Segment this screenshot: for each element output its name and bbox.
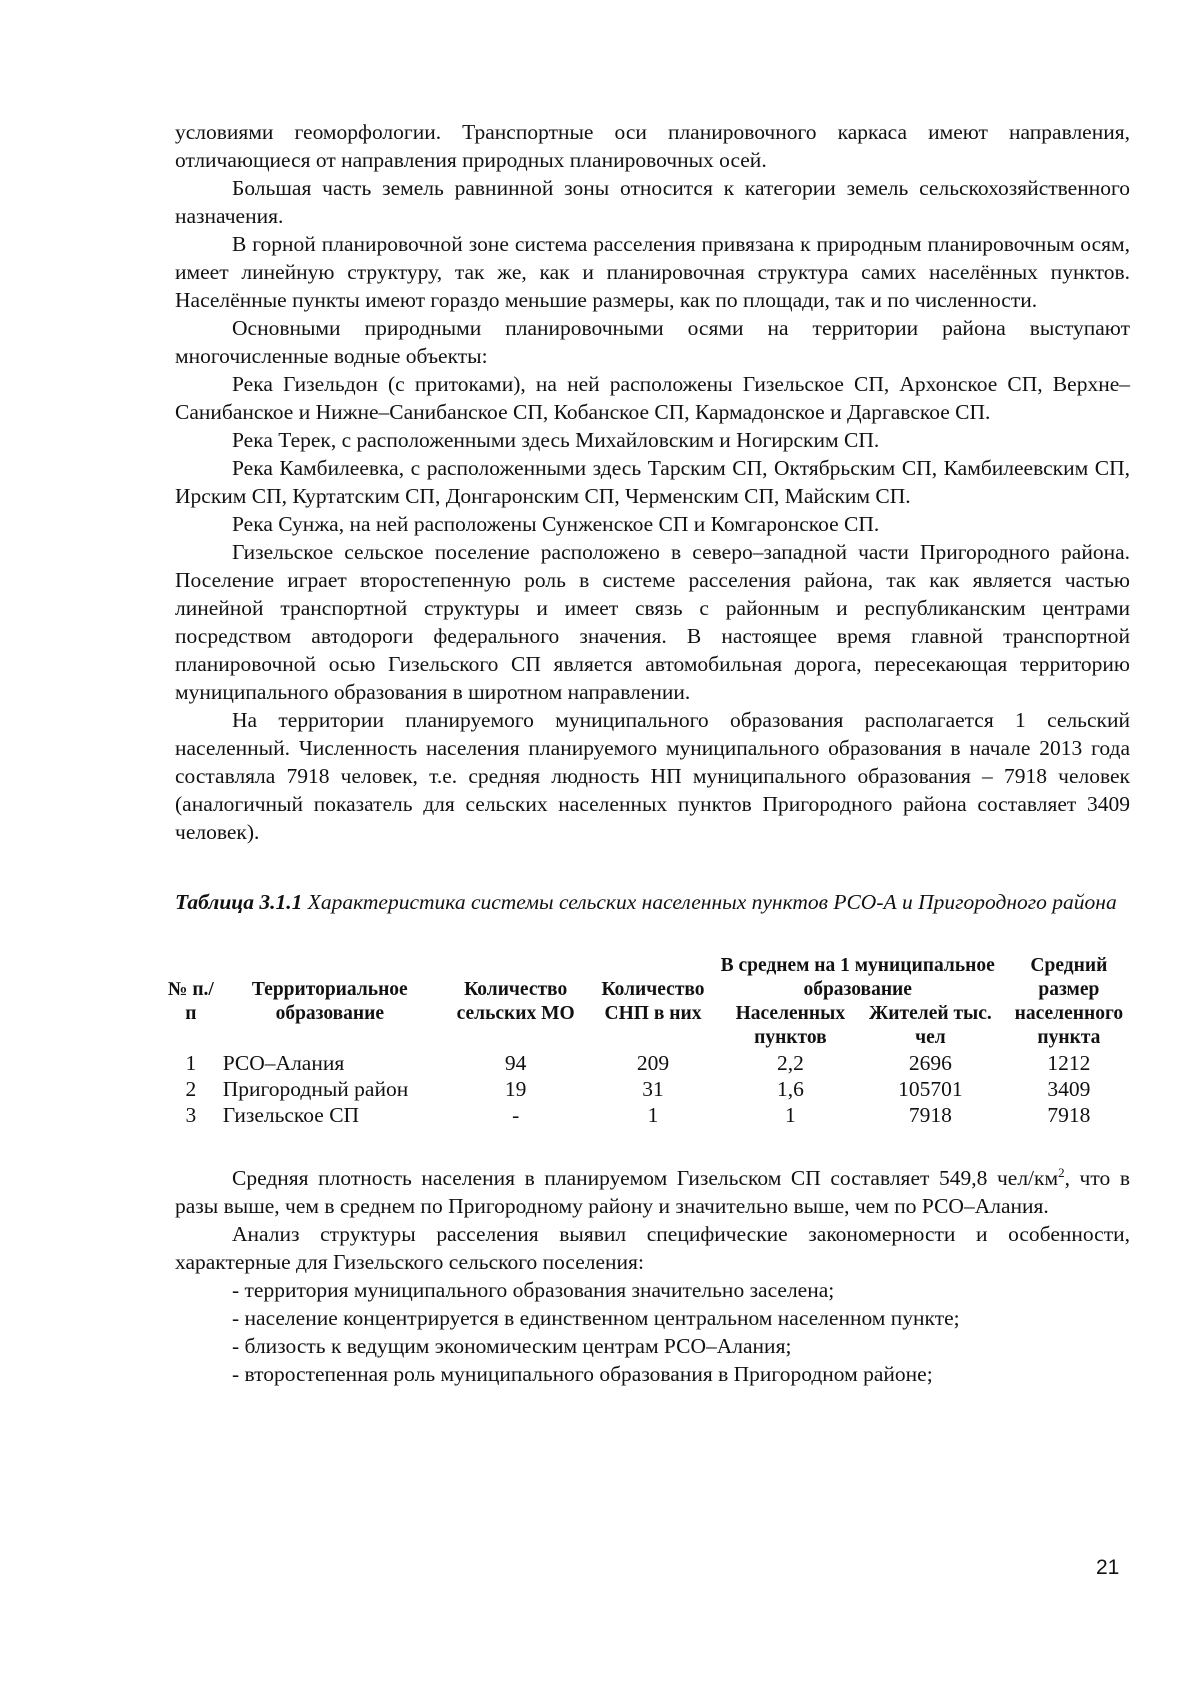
header-num: № п./ п — [167, 979, 214, 1024]
density-text-rest: , что в разы выше, чем в среднем по Пригородному району и значительно выше, чем по РСО–Алания. — [175, 1166, 1130, 1218]
cell-residents: 2696 — [908, 1051, 952, 1075]
document-page — [167, 118, 1130, 1388]
header-avg-points: Населенных пунктов — [735, 1003, 846, 1048]
body-text-top — [175, 118, 1130, 846]
cell-num: 1 — [185, 1051, 197, 1075]
paragraph-analysis: Анализ структуры расселения выявил специфические закономерности и особенности, характерные для Гизельского сельского поселения: — [175, 1222, 1130, 1274]
cell-size: 3409 — [1047, 1077, 1091, 1101]
cell-mo: - — [512, 1103, 520, 1127]
cell-points: 1,6 — [776, 1077, 804, 1101]
cell-size: 1212 — [1047, 1051, 1091, 1075]
body-text-bottom — [175, 1164, 1130, 1388]
paragraph-mountain-zone: В горной планировочной зоне система расселения привязана к природным планировочным осям, имеет линейную структуру, так же, как и планировочная структура самих населённых пунктов. Населённые пункты имеют гораздо меньшие размеры, как по площади, так и по численности. — [175, 232, 1130, 312]
cell-mo: 94 — [504, 1051, 527, 1075]
cell-points: 2,2 — [776, 1051, 804, 1075]
cell-residents: 105701 — [898, 1077, 963, 1101]
cell-name: РСО–Алания — [222, 1051, 345, 1075]
density-superscript: 2 — [1058, 1164, 1065, 1180]
header-snp-count: Количество СНП в них — [601, 979, 705, 1024]
page-number: 21 — [1096, 1556, 1120, 1579]
header-avg-size: Средний размер населенного пункта — [1014, 955, 1124, 1048]
cell-snp: 209 — [636, 1051, 670, 1075]
header-avg-group: В среднем на 1 муниципальное образование — [720, 955, 995, 1000]
list-item: - второстепенная роль муниципального образования в Пригородном районе; — [232, 1362, 933, 1386]
table-row — [165, 1050, 1140, 1076]
cell-snp: 1 — [647, 1103, 659, 1127]
list-item: - население концентрируется в единственном центральном населенном пункте; — [232, 1306, 960, 1330]
paragraph-population: На территории планируемого муниципального образования располагается 1 сельский населенный. Численность населения планируемого муниципального образования в начале 2013 года составляла 7918 человек, т.е. средняя людность НП муниципального образования – 7918 человек (аналогичный показатель для сельских населенных пунктов Пригородного района составляет 3409 человек). — [175, 708, 1130, 844]
header-mo-count: Количество сельских МО — [456, 979, 575, 1024]
table-caption — [175, 888, 1130, 916]
density-text: Средняя плотность населения в планируемом Гизельском СП составляет 549,8 чел/км — [232, 1166, 1059, 1190]
cell-mo: 19 — [504, 1077, 527, 1101]
paragraph-density — [175, 1164, 1130, 1220]
header-territory: Территориальное образование — [251, 979, 408, 1024]
settlement-table — [165, 954, 1140, 1128]
cell-size: 7918 — [1047, 1103, 1091, 1127]
paragraph-land-category: Большая часть земель равнинной зоны относится к категории земель сельскохозяйственного назначения. — [175, 176, 1130, 228]
cell-residents: 7918 — [908, 1103, 952, 1127]
cell-num: 3 — [185, 1103, 197, 1127]
list-item: - территория муниципального образования значительно заселена; — [232, 1278, 835, 1302]
features-list — [175, 1276, 1130, 1388]
list-item: - близость к ведущим экономическим центрам РСО–Алания; — [232, 1334, 792, 1358]
paragraph-gizel-location: Гизельское сельское поселение расположено в северо–западной части Пригородного района. Поселение играет второстепенную роль в системе расселения района, так как является частью линейной транспортной структуры и имеет связь с районным и республиканским центрами посредством автодороги федерального значения. В настоящее время главной транспортной планировочной осью Гизельского СП является автомобильная дорога, пересекающая территорию муниципального образования в широтном направлении. — [175, 540, 1130, 704]
header-avg-residents: Жителей тыс. чел — [869, 1003, 992, 1048]
table-caption-title: Характеристика системы сельских населенных пунктов РСО-А и Пригородного района — [302, 890, 1117, 914]
cell-points: 1 — [785, 1103, 796, 1127]
paragraph-river-terek: Река Терек, с расположенными здесь Михайловским и Ногирским СП. — [232, 428, 880, 452]
cell-num: 2 — [185, 1077, 197, 1101]
cell-name: Гизельское СП — [222, 1103, 360, 1127]
paragraph-geomorphology: условиями геоморфологии. Транспортные оси планировочного каркаса имеют направления, отличающиеся от направления природных планировочных осей. — [175, 120, 1130, 172]
paragraph-river-kambileevka: Река Камбилеевка, с расположенными здесь Тарским СП, Октябрьским СП, Камбилеевским СП, Ирским СП, Куртатским СП, Донгаронским СП, Черменским СП, Майским СП. — [175, 456, 1130, 508]
cell-name: Пригородный район — [222, 1077, 409, 1101]
table-row — [165, 1102, 1140, 1128]
paragraph-river-gizeldon: Река Гизельдон (с притоками), на ней расположены Гизельское СП, Архонское СП, Верхне–Санибанское и Нижне–Санибанское СП, Кобанское СП, Кармадонское и Даргавское СП. — [175, 372, 1130, 424]
paragraph-planning-axes: Основными природными планировочными осями на территории района выступают многочисленные водные объекты: — [175, 316, 1130, 368]
table-row — [165, 1076, 1140, 1102]
table-header-row — [165, 954, 1140, 1002]
cell-snp: 31 — [642, 1077, 664, 1101]
paragraph-river-sunzha: Река Сунжа, на ней расположены Сунженское СП и Комгаронское СП. — [232, 512, 880, 536]
table-caption-number: Таблица 3.1.1 — [175, 890, 303, 914]
